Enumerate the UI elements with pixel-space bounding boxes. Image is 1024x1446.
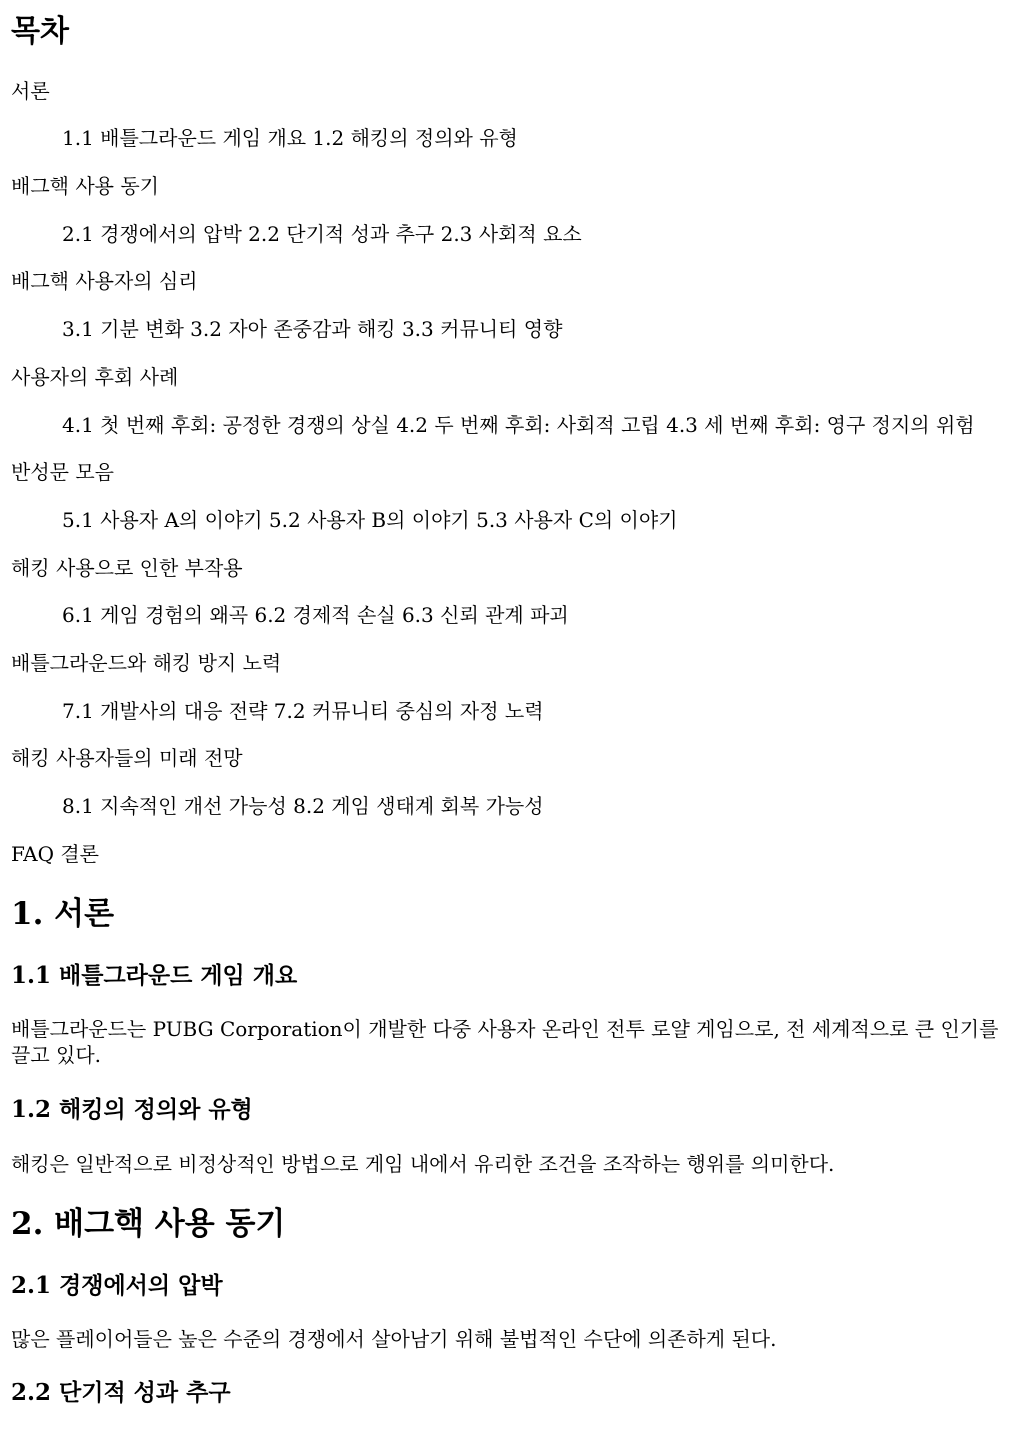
toc-section: 배그핵 사용 동기	[11, 174, 159, 198]
toc-subsections: 6.1 게임 경험의 왜곡 6.2 경제적 손실 6.3 신뢰 관계 파괴	[62, 603, 569, 627]
toc-section: 배그핵 사용자의 심리	[11, 269, 198, 293]
paragraph: 배틀그라운드는 PUBG Corporation이 개발한 다중 사용자 온라인 전투 로얄 게임으로, 전 세계적으로 큰 인기를 끌고 있다.	[11, 1017, 999, 1067]
toc-subsections: 4.1 첫 번째 후회: 공정한 경쟁의 상실 4.2 두 번째 후회: 사회적 고립 4.3 세 번째 후회: 영구 정지의 위험	[62, 413, 975, 437]
subsection-heading: 1.2 해킹의 정의와 유형	[11, 1096, 253, 1123]
section-heading: 2. 배그핵 사용 동기	[11, 1206, 286, 1242]
toc-section: 배틀그라운드와 해킹 방지 노력	[11, 651, 282, 675]
paragraph: 해킹은 일반적으로 비정상적인 방법으로 게임 내에서 유리한 조건을 조작하는 행위를 의미한다.	[11, 1152, 835, 1176]
toc-section: 해킹 사용자들의 미래 전망	[11, 746, 243, 770]
paragraph: 많은 플레이어들은 높은 수준의 경쟁에서 살아남기 위해 불법적인 수단에 의존하게 된다.	[11, 1327, 777, 1351]
toc-section: 사용자의 후회 사례	[11, 365, 179, 389]
subsection-heading: 2.1 경쟁에서의 압박	[11, 1272, 223, 1299]
toc-subsections: 5.1 사용자 A의 이야기 5.2 사용자 B의 이야기 5.3 사용자 C의 이야기	[62, 508, 678, 532]
toc-section: 서론	[11, 79, 50, 103]
toc-subsections: 1.1 배틀그라운드 게임 개요 1.2 해킹의 정의와 유형	[62, 126, 518, 150]
toc-subsections: 3.1 기분 변화 3.2 자아 존중감과 해킹 3.3 커뮤니티 영향	[62, 317, 563, 341]
toc-title: 목차	[11, 14, 69, 49]
toc-subsections: 2.1 경쟁에서의 압박 2.2 단기적 성과 추구 2.3 사회적 요소	[62, 222, 582, 246]
toc-section: FAQ 결론	[11, 842, 99, 866]
toc-section: 반성문 모음	[11, 460, 114, 484]
toc-section: 해킹 사용으로 인한 부작용	[11, 556, 243, 580]
subsection-heading: 1.1 배틀그라운드 게임 개요	[11, 962, 298, 989]
section-heading: 1. 서론	[11, 896, 115, 932]
subsection-heading: 2.2 단기적 성과 추구	[11, 1379, 231, 1406]
toc-subsections: 7.1 개발사의 대응 전략 7.2 커뮤니티 중심의 자정 노력	[62, 699, 544, 723]
toc-subsections: 8.1 지속적인 개선 가능성 8.2 게임 생태계 회복 가능성	[62, 794, 544, 818]
